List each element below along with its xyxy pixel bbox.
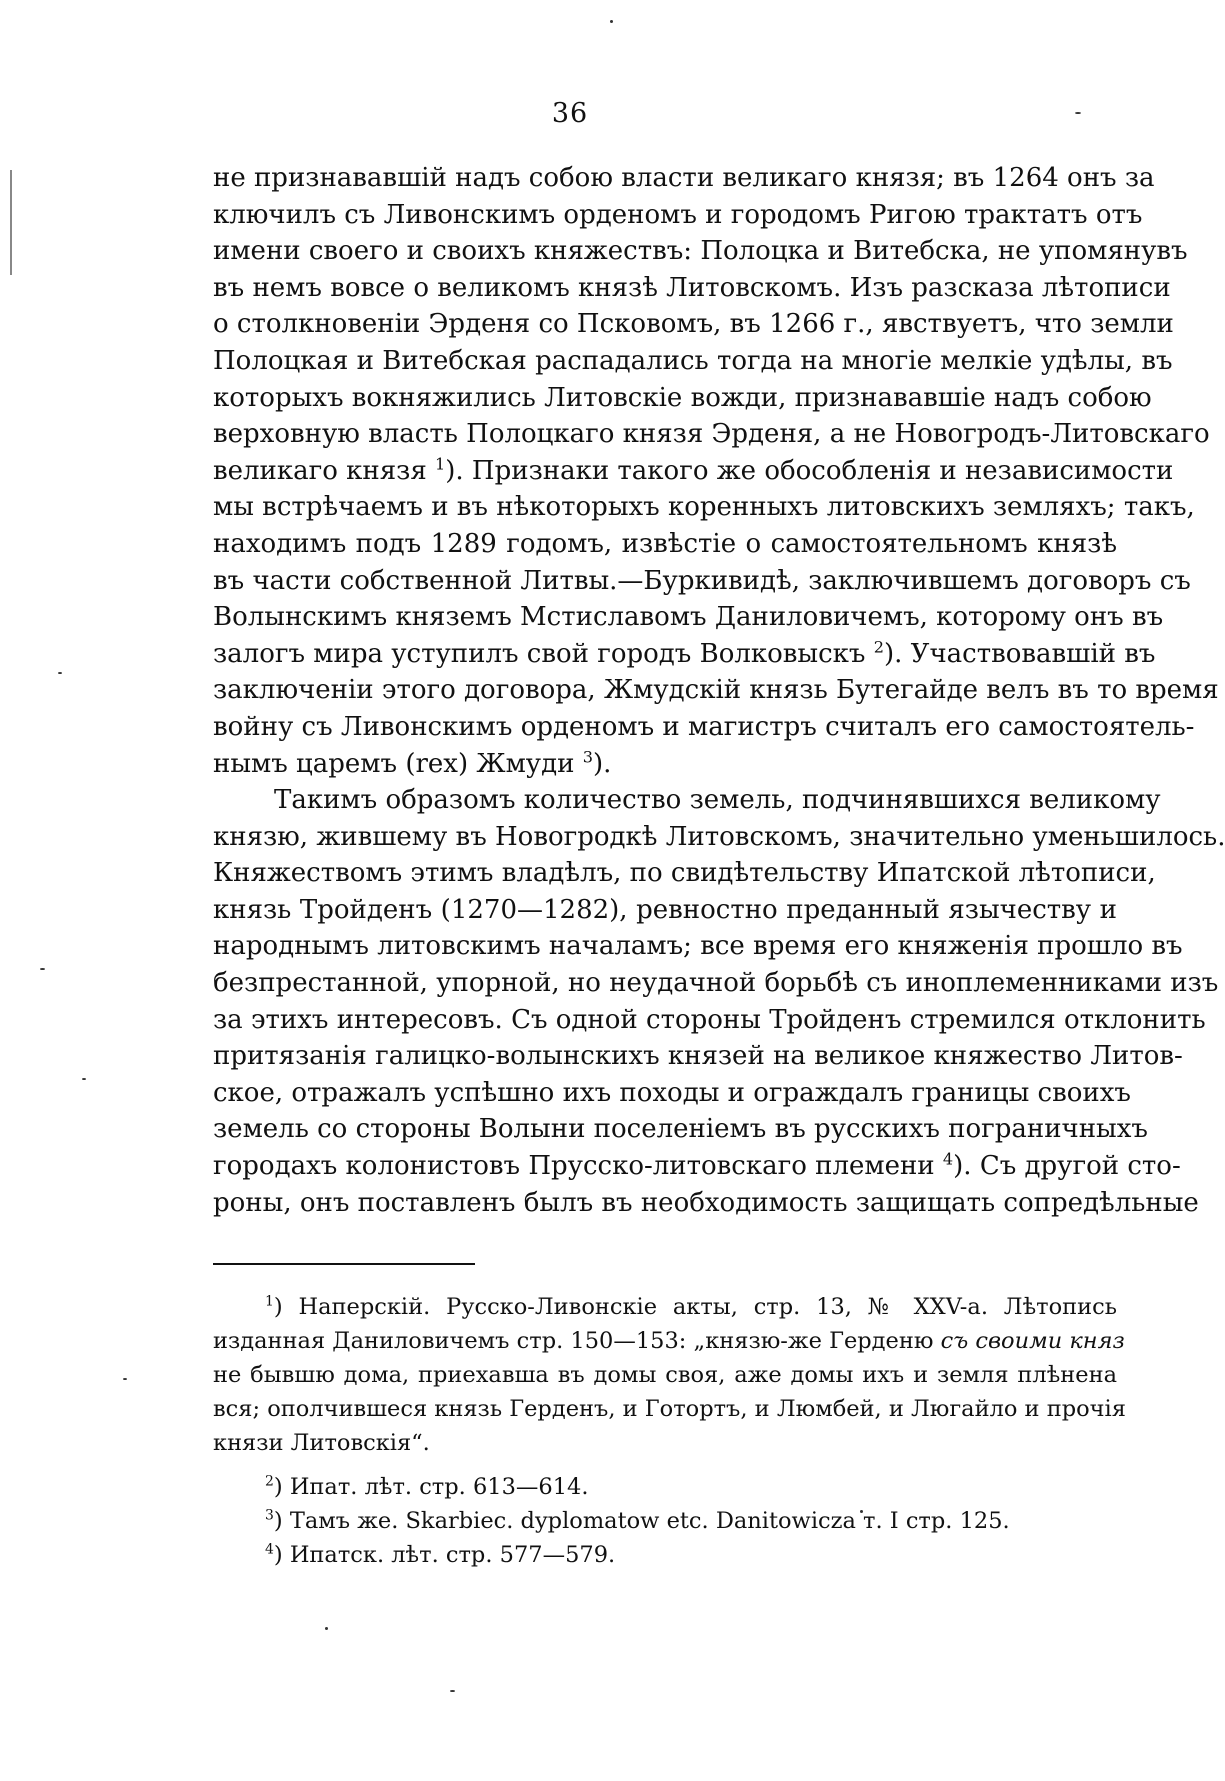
text-fragment: Наперскій. Русско-Ливонскіе акты, стр. 13, № XXV-a. Лѣтопись <box>298 1294 1117 1320</box>
text-line: о столкновеніи Эрденя со Псковомъ, въ 1266 г., явствуетъ, что земли <box>213 309 1174 340</box>
footnote-ref-3: 3 <box>582 746 593 766</box>
scan-speck <box>325 1627 328 1630</box>
text-line: за этихъ интересовъ. Съ одной стороны Тройденъ стремился отклонить <box>213 1004 1206 1035</box>
text-line: земель со стороны Волыни поселеніемъ въ русскихъ пограничныхъ <box>213 1114 1148 1145</box>
text-fragment: Тамъ же. Skarbiec. dyplomatow etc. Danitowicza т. I стр. 125. <box>289 1508 1010 1534</box>
footnote-mark: 4 <box>265 1541 274 1558</box>
text-fragment: ). <box>592 748 612 779</box>
text-line: войну съ Ливонскимъ орденомъ и магистръ считалъ его самостоятель- <box>213 711 1195 742</box>
text-line: въ немъ вовсе о великомъ князѣ Литовскомъ. Изъ разсказа лѣтописи <box>213 272 1171 303</box>
footnote-1: $^1$) Наперскій. Русско-Ливонскіе акты, стр. 13, № XXV-a. Лѣтопись <box>265 1293 1117 1320</box>
text-line: Полоцкая и Витебская распадались тогда на многіе мелкіе удѣлы, въ <box>213 345 1173 376</box>
footnote-2: $^2$) Ипат. лѣт. стр. 613—614. <box>265 1473 589 1500</box>
text-line <box>213 636 1156 673</box>
text-line: заключеніи этого договора, Жмудскій князь Бутегайде велъ въ то время <box>213 675 1219 706</box>
scan-speck <box>450 1690 455 1692</box>
footnote-mark: 1 <box>265 1293 274 1310</box>
text-line: роны, онъ поставленъ былъ въ необходимость защищать сопредѣльные <box>213 1187 1199 1218</box>
footnote-line: не бывшю дома, приехавша въ домы своя, аже домы ихъ и земля плѣнена <box>213 1362 1117 1388</box>
text-line: мы встрѣчаемъ и въ нѣкоторыхъ коренныхъ литовскихъ земляхъ; такъ, <box>213 492 1195 523</box>
text-line: ключилъ съ Ливонскимъ орденомъ и городомъ Ригою трактатъ отъ <box>213 199 1143 230</box>
text-line: которыхъ вокняжились Литовскіе вожди, признававшіе надъ собою <box>213 382 1152 413</box>
scan-speck <box>40 968 45 970</box>
text-fragment: ). Участвовавшій въ <box>883 638 1156 669</box>
footnote-mark: 3 <box>265 1507 274 1524</box>
text-line: Княжествомъ этимъ владѣлъ, по свидѣтельству Ипатской лѣтописи, <box>213 858 1156 889</box>
text-line: имени своего и своихъ княжествъ: Полоцка и Витебска, не упомянувъ <box>213 236 1188 267</box>
footnotes <box>213 1290 1126 1572</box>
footnote-3: $^3$) Тамъ же. Skarbiec. dyplomatow etc. Danitowicza т. I стр. 125. <box>265 1507 1010 1534</box>
text-fragment: залогъ мира уступилъ свой городъ Волковыскъ <box>213 638 874 669</box>
text-fragment: Ипатск. лѣт. стр. 577—579. <box>289 1542 616 1568</box>
text-line: Волынскимъ княземъ Мстиславомъ Даниловичемъ, которому онъ въ <box>213 602 1164 633</box>
text-line: князю, жившему въ Новогродкѣ Литовскомъ, значительно уменьшилось. <box>213 821 1225 852</box>
footnote-ref-1: 1 <box>435 454 446 474</box>
text-fragment: великаго князя <box>213 455 435 486</box>
footnote-mark: 2 <box>265 1473 274 1490</box>
footnote-line <box>213 1324 1125 1358</box>
scan-speck <box>58 672 62 674</box>
text-fragment: городахъ колонистовъ Прусско-литовскаго племени <box>213 1151 943 1182</box>
footnote-line: вся; ополчившеся князь Герденъ, и Готортъ, и Люмбей, и Люгайло и прочія <box>213 1396 1126 1422</box>
text-fragment: нымъ царемъ (rex) Жмуди <box>213 748 583 779</box>
text-line <box>213 453 1174 490</box>
footnote-4: $^4$) Ипатск. лѣт. стр. 577—579. <box>265 1541 616 1568</box>
text-line: находимъ подъ 1289 годомъ, извѣстіе о самостоятельномъ князѣ <box>213 528 1117 559</box>
footnote-divider <box>213 1263 475 1265</box>
text-line: въ части собственной Литвы.—Буркивидѣ, заключившемъ договоръ съ <box>213 565 1191 596</box>
text-line: народнымъ литовскимъ началамъ; все время его княженія прошло въ <box>213 931 1183 962</box>
text-fragment: съ своими княз <box>940 1328 1125 1354</box>
text-fragment: ). Признаки такого же обособленія и независимости <box>445 455 1174 486</box>
text-line <box>213 1148 1181 1185</box>
footnote-ref-4: 4 <box>942 1149 954 1169</box>
left-margin-scan-line <box>10 170 12 275</box>
text-line: Такимъ образомъ количество земель, подчинявшихся великому <box>274 785 1161 816</box>
text-line: безпрестанной, упорной, но неудачной борьбѣ съ иноплеменниками изъ <box>213 968 1219 999</box>
text-line: не признававшій надъ собою власти великаго князя; въ 1264 онъ за <box>213 163 1155 193</box>
main-text <box>213 160 1225 1221</box>
scan-speck <box>82 1078 86 1080</box>
text-line: притязанія галицко-волынскихъ князей на великое княжество Литов- <box>213 1041 1183 1072</box>
scan-speck <box>123 1378 127 1380</box>
text-line: верховную власть Полоцкаго князя Эрденя, а не Новогродъ-Литовскаго <box>213 419 1210 450</box>
text-fragment: ). Съ другой сто- <box>953 1151 1181 1182</box>
text-fragment: Ипат. лѣт. стр. 613—614. <box>289 1474 589 1500</box>
scan-speck <box>610 20 613 23</box>
text-line: ское, отражалъ успѣшно ихъ походы и ограждалъ границы своихъ <box>213 1077 1131 1108</box>
text-line: князь Тройденъ (1270—1282), ревностно преданный язычеству и <box>213 894 1117 925</box>
footnote-ref-2: 2 <box>873 637 884 657</box>
text-fragment: изданная Даниловичемъ стр. 150—153: „князю-же Герденю <box>213 1328 941 1354</box>
page-number: 36 <box>551 98 589 129</box>
footnote-line: князи Литовскія“. <box>213 1430 430 1456</box>
text-line <box>213 746 1117 783</box>
